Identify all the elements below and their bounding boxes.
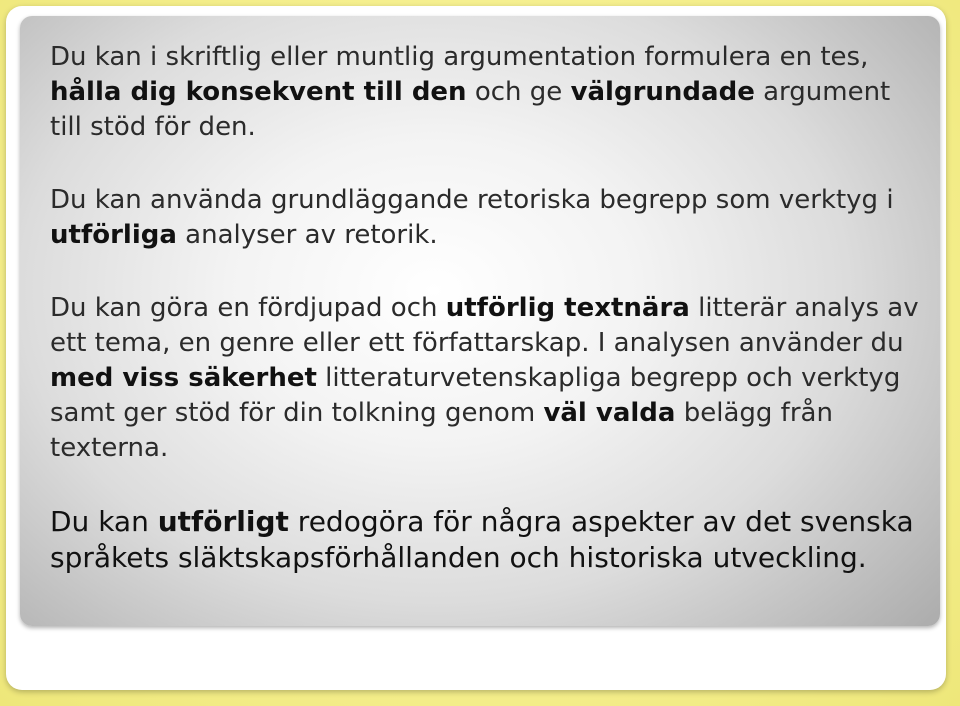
bold-segment: väl valda	[543, 398, 676, 428]
bold-segment: med viss säkerhet	[50, 363, 317, 393]
bold-segment: utförlig textnära	[445, 293, 690, 323]
content-text	[50, 40, 930, 614]
bold-segment: utförliga	[50, 220, 177, 250]
paragraph-litterar-analys	[50, 291, 930, 466]
text-segment: argument till stöd för den.	[50, 77, 891, 142]
text-segment: Du kan	[50, 505, 158, 538]
text-segment: litteraturvetenskapliga begrepp och verktyg samt ger stöd för din tolkning genom	[50, 363, 901, 428]
slide	[6, 6, 946, 690]
paragraph-retorik	[50, 183, 930, 253]
paragraph-sprakhistoria	[50, 504, 930, 576]
text-segment: litterär analys av ett tema, en genre eller ett författarskap. I analysen använder du	[50, 293, 919, 358]
bold-segment: hålla dig konsekvent till den	[50, 77, 467, 107]
text-segment: redogöra för några aspekter av det svenska språkets släktskapsförhållanden och historiska utveckling.	[50, 505, 914, 574]
bold-segment: utförligt	[157, 505, 289, 538]
paragraph-argumentation	[50, 40, 930, 145]
text-segment: Du kan göra en fördjupad och	[50, 293, 446, 323]
text-segment: Du kan i skriftlig eller muntlig argumentation formulera en tes,	[50, 42, 869, 72]
text-segment: och ge	[466, 77, 571, 107]
bold-segment: välgrundade	[570, 77, 755, 107]
text-segment: belägg från texterna.	[50, 398, 833, 463]
content-panel	[20, 16, 940, 626]
text-segment: analyser av retorik.	[176, 220, 438, 250]
text-segment: Du kan använda grundläggande retoriska begrepp som verktyg i	[50, 185, 894, 215]
